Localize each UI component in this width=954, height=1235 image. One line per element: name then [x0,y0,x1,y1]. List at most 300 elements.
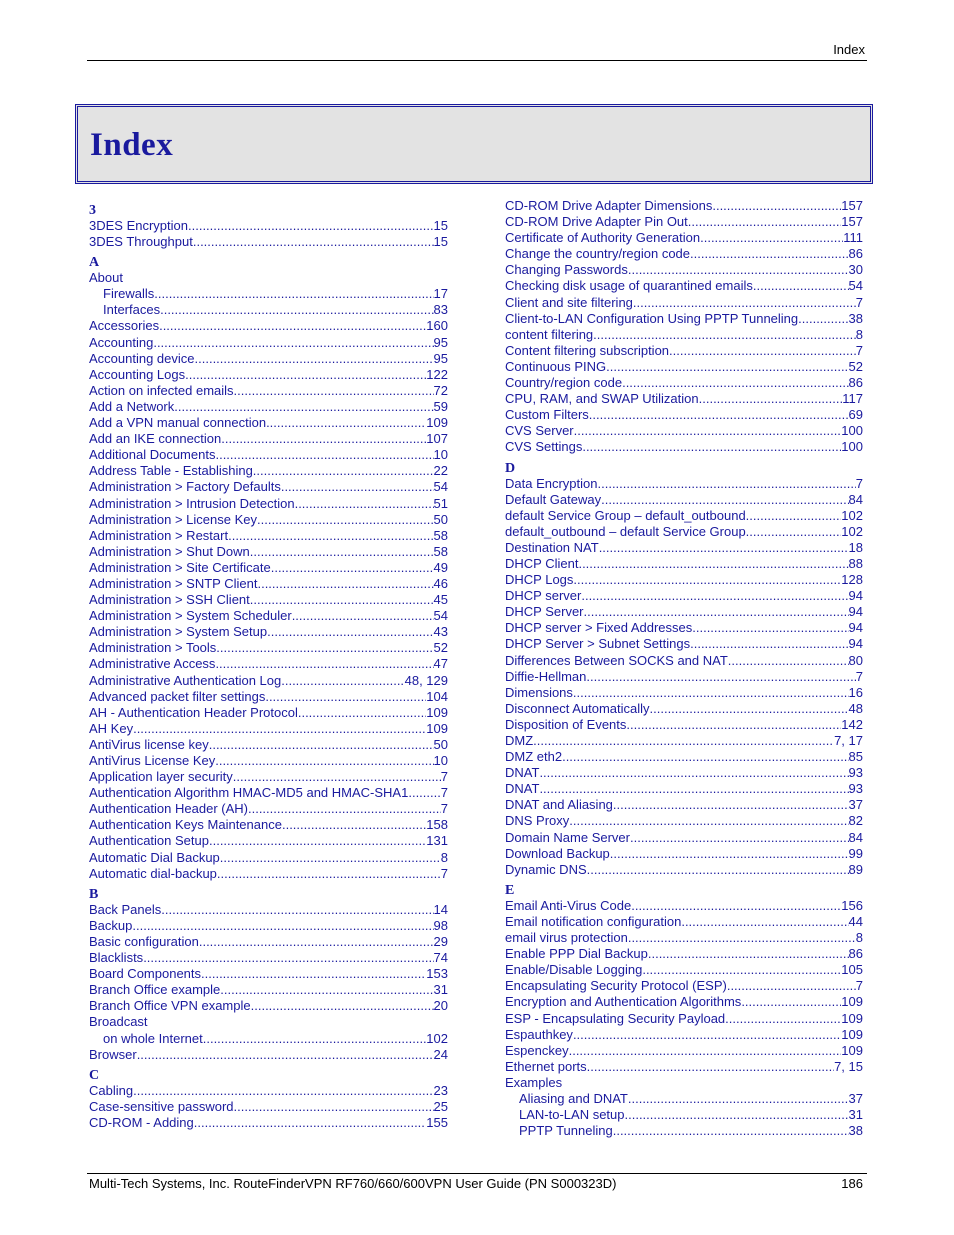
dot-leader [233,769,441,785]
dot-leader [295,496,434,512]
entry-term: Accounting [89,334,154,350]
dot-leader [220,850,441,866]
index-entry [89,544,448,560]
dot-leader [203,1031,427,1047]
index-entry [89,801,448,817]
entry-page-ref: 109 [426,415,448,431]
index-entry [505,781,863,797]
entry-page-ref: 102 [841,523,863,539]
dot-leader [628,930,856,946]
dot-leader [267,624,433,640]
entry-page-ref: 37 [848,1090,863,1106]
dot-leader [727,978,856,994]
entry-page-ref: 107 [426,431,448,447]
dot-leader [257,576,433,592]
entry-page-ref: 46 [433,575,448,591]
entry-page-ref: 50 [433,511,448,527]
entry-page-ref: 72 [433,382,448,398]
entry-term: DHCP Server > Subnet Settings [505,636,691,652]
dot-leader [209,833,426,849]
index-entry [505,391,863,407]
index-entry [505,230,863,246]
dot-leader [712,198,841,214]
entry-term: Automatic Dial Backup [89,849,220,865]
dot-leader [132,918,433,934]
index-entry [89,817,448,833]
index-entry [89,608,448,624]
index-entry [505,914,863,930]
entry-page-ref: 131 [426,833,448,849]
index-entry [89,496,448,512]
entry-term: Add a Network [89,398,175,414]
entry-page-ref: 54 [433,608,448,624]
dot-leader [690,246,849,262]
index-entry [505,813,863,829]
entry-term: Administration > System Scheduler [89,608,292,624]
dot-leader [533,733,834,749]
index-entry [505,278,863,294]
entry-page-ref: 51 [433,495,448,511]
index-entry [89,950,448,966]
dot-leader [154,286,433,302]
entry-term: Espauthkey [505,1026,573,1042]
entry-term: content filtering [505,326,594,342]
dot-leader [281,479,434,495]
index-entry [89,982,448,998]
entry-page-ref: 48 [848,700,863,716]
index-entry [89,463,448,479]
entry-page-ref: 7 [440,769,448,785]
entry-term: Browser [89,1046,137,1062]
dot-leader [266,415,426,431]
entry-term: DNAT [505,765,540,781]
index-entry [89,528,448,544]
dot-leader [215,447,433,463]
entry-term: DHCP server > Fixed Addresses [505,620,693,636]
dot-leader [133,1083,433,1099]
entry-term: Administrative Access [89,656,216,672]
index-entry [505,246,863,262]
dot-leader [408,785,440,801]
entry-page-ref: 52 [433,640,448,656]
index-column-right [505,198,863,1139]
entry-page-ref: 7 [440,785,448,801]
entry-page-ref: 104 [426,688,448,704]
dot-leader [133,721,426,737]
entry-term: Destination NAT [505,539,599,555]
dot-leader [201,966,426,982]
entry-page-ref: 54 [433,479,448,495]
entry-page-ref: 8 [855,326,863,342]
index-entry [89,351,448,367]
dot-leader [188,218,434,234]
entry-term: Advanced packet filter settings [89,688,266,704]
index-entry [505,407,863,423]
index-entry [505,636,863,652]
entry-term: default_outbound – default Service Group [505,523,746,539]
dot-leader [753,278,849,294]
index-entry [89,785,448,801]
index-entry [89,399,448,415]
entry-page-ref: 109 [841,1026,863,1042]
entry-page-ref: 7 [855,294,863,310]
entry-page-ref: 100 [841,423,863,439]
entry-term: Cabling [89,1082,134,1098]
entry-term: LAN-to-LAN setup [519,1107,625,1123]
entry-page-ref: 58 [433,543,448,559]
index-entry [505,588,863,604]
dot-leader [642,962,841,978]
dot-leader [593,327,856,343]
dot-leader [578,556,848,572]
entry-term: CPU, RAM, and SWAP Utilization [505,391,699,407]
entry-page-ref: 93 [848,765,863,781]
entry-term: Broadcast [89,1014,148,1030]
dot-leader [292,608,434,624]
entry-term: Administration > System Setup [89,624,268,640]
entry-term: Action on infected emails [89,382,234,398]
entry-page-ref: 109 [841,994,863,1010]
entry-page-ref: 100 [841,439,863,455]
entry-page-ref: 160 [426,318,448,334]
index-entry [89,918,448,934]
dot-leader [669,343,856,359]
entry-term: Default Gateway [505,491,602,507]
index-entry [89,753,448,769]
index-entry [505,343,863,359]
dot-leader [699,391,843,407]
entry-term: CD-ROM Drive Adapter Pin Out [505,214,688,230]
dot-leader [159,318,426,334]
dot-leader [221,431,426,447]
dot-leader [539,781,848,797]
entry-term: Email notification configuration [505,913,682,929]
index-entry [505,556,863,572]
entry-page-ref: 38 [848,1123,863,1139]
dot-leader [589,407,849,423]
entry-term: Email Anti-Virus Code [505,897,632,913]
dot-leader [648,946,849,962]
page-title: Index [90,127,174,163]
entry-page-ref: 37 [848,797,863,813]
entry-term: email virus protection [505,930,628,946]
dot-leader [650,701,849,717]
index-entry [89,902,448,918]
dot-leader [700,230,843,246]
page-footer [87,1173,867,1191]
entry-page-ref: 50 [433,736,448,752]
index-entry [505,295,863,311]
index-entry [505,978,863,994]
entry-term: AH Key [89,720,134,736]
entry-term: PPTP Tunneling [519,1123,613,1139]
entry-term: Administration > Tools [89,640,217,656]
dot-leader [581,588,848,604]
entry-term: Custom Filters [505,407,589,423]
entry-term: Client and site filtering [505,294,633,310]
index-entry [505,359,863,375]
entry-term: ESP - Encapsulating Security Payload [505,1010,726,1026]
index-subentry [89,286,448,302]
index-entry [89,721,448,737]
dot-leader [271,560,434,576]
entry-page-ref: 102 [841,507,863,523]
entry-page-ref: 16 [848,684,863,700]
dot-leader [599,540,849,556]
index-entry [505,1043,863,1059]
dot-leader [626,717,841,733]
entry-page-ref: 31 [848,1107,863,1123]
entry-page-ref: 89 [848,861,863,877]
dot-leader [725,1011,841,1027]
dot-leader [251,998,434,1014]
entry-term: Dynamic DNS [505,861,587,877]
entry-page-ref: 94 [848,604,863,620]
entry-term: Examples [505,1074,563,1090]
entry-term: Administrative Authentication Log [89,672,282,688]
entry-term: Espenckey [505,1042,569,1058]
section-letter: A [89,255,100,271]
entry-page-ref: 88 [848,555,863,571]
entry-term: Administration > License Key [89,511,258,527]
dot-leader [161,902,433,918]
dot-leader [690,636,848,652]
entry-page-ref: 49 [433,559,448,575]
dot-leader [195,351,434,367]
entry-page-ref: 102 [426,1030,448,1046]
entry-term: Change the country/region code [505,246,691,262]
entry-term: 3DES Throughput [89,234,193,250]
entry-page-ref: 84 [848,491,863,507]
index-entry [505,262,863,278]
index-entry [505,946,863,962]
entry-page-ref: 109 [426,704,448,720]
entry-page-ref: 23 [433,1082,448,1098]
entry-page-ref: 43 [433,624,448,640]
index-entry [89,934,448,950]
dot-leader [298,705,426,721]
dot-leader [586,669,855,685]
entry-term: Encapsulating Security Protocol (ESP) [505,978,727,994]
entry-page-ref: 157 [841,214,863,230]
dot-leader [217,866,441,882]
index-entry [505,930,863,946]
entry-term: DNAT [505,781,540,797]
dot-leader [569,813,848,829]
entry-page-ref: 158 [426,817,448,833]
dot-leader [692,620,848,636]
entry-page-ref: 59 [433,398,448,414]
entry-term: CD-ROM Drive Adapter Dimensions [505,198,713,213]
entry-term: Interfaces [103,302,161,318]
entry-term: default Service Group – default_outbound [505,507,746,523]
index-entry [505,198,863,214]
index-subentry [505,1123,863,1139]
entry-page-ref: 48, 129 [404,672,448,688]
index-entry [89,850,448,866]
entry-term: Board Components [89,966,202,982]
entry-term: DMZ [505,733,534,748]
index-entry [89,479,448,495]
entry-term: Client-to-LAN Configuration Using PPTP Tunneling [505,310,799,326]
entry-page-ref: 38 [848,310,863,326]
index-entry [505,476,863,492]
dot-leader [573,572,841,588]
entry-page-ref: 85 [848,749,863,765]
dot-leader [562,749,848,765]
entry-page-ref: 111 [843,230,863,246]
index-entry [505,604,863,620]
index-entry [89,689,448,705]
entry-page-ref: 109 [426,720,448,736]
index-subentry [89,1031,448,1047]
dot-leader [137,1047,434,1063]
dot-leader [234,1099,434,1115]
dot-leader [216,640,433,656]
index-entry [89,383,448,399]
entry-page-ref: 69 [848,407,863,423]
index-entry [89,656,448,672]
dot-leader [574,423,842,439]
dot-leader [282,817,426,833]
entry-term: Branch Office VPN example [89,998,251,1014]
entry-page-ref: 82 [848,813,863,829]
dot-leader [587,1059,834,1075]
entry-term: DHCP Client [505,555,579,571]
entry-page-ref: 86 [848,946,863,962]
entry-term: Authentication Keys Maintenance [89,817,282,833]
entry-term: on whole Internet [103,1030,203,1046]
entry-term: DMZ eth2 [505,749,563,765]
index-entry [89,1115,448,1131]
dot-leader [253,463,434,479]
dot-leader [598,476,856,492]
dot-leader [573,1027,841,1043]
entry-page-ref: 122 [426,366,448,382]
footer-document-title: Multi-Tech Systems, Inc. RouteFinderVPN RF760/660/600VPN User Guide (PN S000323D) [89,1176,617,1191]
entry-page-ref: 94 [848,636,863,652]
section-letter: E [505,882,515,898]
dot-leader [628,262,849,278]
entry-term: Administration > SSH Client [89,592,250,608]
index-entry [505,733,863,749]
index-entry [89,833,448,849]
entry-page-ref: 7 [440,801,448,817]
dot-leader [194,1115,427,1131]
index-entry [89,318,448,334]
entry-page-ref: 29 [433,933,448,949]
entry-term: Authentication Algorithm HMAC-MD5 and HMAC-SHA1 [89,785,409,801]
index-entry [89,640,448,656]
index-entry [505,1075,863,1091]
entry-term: Ethernet ports [505,1058,587,1074]
index-entry [505,994,863,1010]
dot-leader [610,846,849,862]
index-subentry [505,1107,863,1123]
index-entry [89,866,448,882]
entry-term: Application layer security [89,769,233,785]
entry-page-ref: 31 [433,982,448,998]
index-entry [89,624,448,640]
index-entry [505,962,863,978]
index-entry [505,701,863,717]
entry-page-ref: 20 [433,998,448,1014]
entry-page-ref: 98 [433,917,448,933]
entry-page-ref: 18 [848,539,863,555]
index-subentry [505,1091,863,1107]
index-entry [505,1027,863,1043]
entry-page-ref: 117 [842,391,863,407]
dot-leader [573,685,849,701]
index-entry [89,512,448,528]
dot-leader [628,1091,849,1107]
entry-page-ref: 95 [433,350,448,366]
index-entry [89,1047,448,1063]
index-entry [89,592,448,608]
entry-page-ref: 142 [841,716,863,732]
entry-term: Accessories [89,318,160,334]
entry-page-ref: 7, 15 [834,1058,863,1074]
entry-term: Enable PPP Dial Backup [505,946,648,962]
entry-page-ref: 10 [433,753,448,768]
index-entry [89,705,448,721]
entry-term: Encryption and Authentication Algorithms [505,994,742,1010]
dot-leader [613,1123,849,1139]
index-entry [89,966,448,982]
entry-page-ref: 7 [855,978,863,994]
entry-page-ref: 86 [848,246,863,262]
entry-page-ref: 47 [433,656,448,672]
dot-leader [622,375,848,391]
dot-leader [569,1043,842,1059]
dot-leader [174,399,433,415]
index-entry [505,653,863,669]
index-entry [89,1083,448,1099]
entry-term: DNAT and Aliasing [505,797,613,813]
entry-page-ref: 153 [426,966,448,982]
dot-leader [193,234,434,250]
entry-page-ref: 14 [433,901,448,917]
entry-term: Checking disk usage of quarantined emails [505,278,753,294]
entry-page-ref: 99 [848,845,863,861]
index-entry [505,439,863,455]
entry-page-ref: 15 [433,234,448,250]
index-entry [505,749,863,765]
entry-page-ref: 7 [855,475,863,491]
section-letter: 3 [89,203,96,218]
entry-term: Firewalls [103,286,155,302]
index-entry [89,998,448,1014]
index-entry [89,431,448,447]
dot-leader [688,214,842,230]
entry-page-ref: 84 [848,829,863,845]
dot-leader [143,950,433,966]
index-entry [505,898,863,914]
entry-term: Disposition of Events [505,716,627,732]
entry-page-ref: 156 [841,897,863,913]
index-entry [505,685,863,701]
dot-leader [601,492,848,508]
entry-term: About [89,270,123,286]
index-subentry [89,302,448,318]
entry-page-ref: 22 [433,463,448,479]
index-entry [505,846,863,862]
dot-leader [584,604,849,620]
entry-term: Authentication Setup [89,833,209,849]
dot-leader [630,830,849,846]
dot-leader [606,359,848,375]
index-entry [505,540,863,556]
